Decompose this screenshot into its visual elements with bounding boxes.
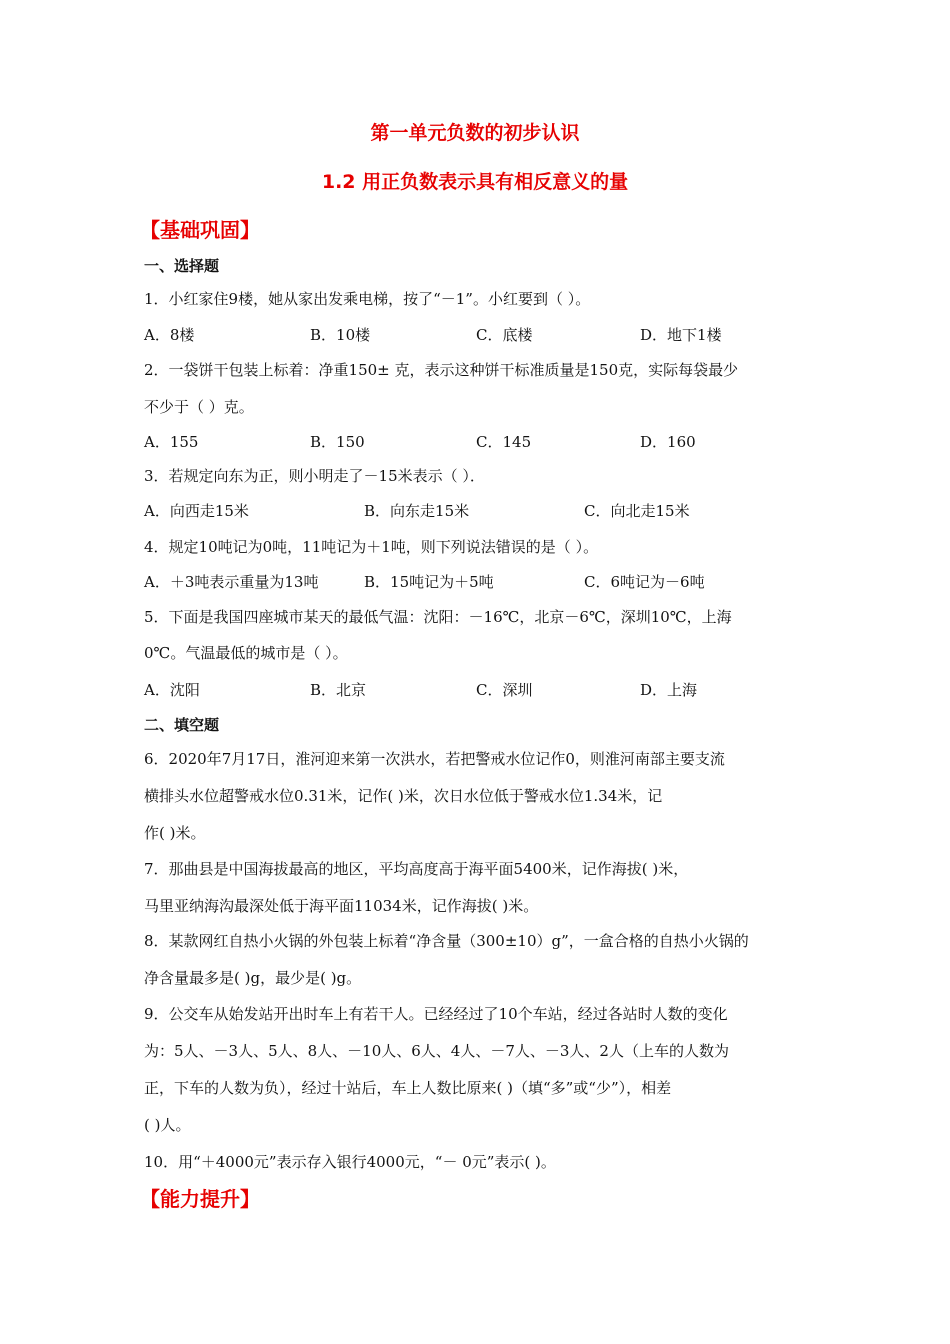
question-6-line-2: 横排头水位超警戒水位0.31米，记作( )米，次日水位低于警戒水位1.34米，记 bbox=[144, 787, 663, 805]
fill-blank-part-heading: 二、填空题 bbox=[144, 716, 220, 734]
question-5-line-1: 5．下面是我国四座城市某天的最低气温：沈阳：－16℃，北京－6℃，深圳10℃，上海 bbox=[144, 608, 732, 626]
section-advanced-heading: 【能力提升】 bbox=[140, 1187, 260, 1211]
section-basic-heading: 【基础巩固】 bbox=[140, 218, 260, 242]
choice-part-heading: 一、选择题 bbox=[144, 257, 220, 275]
q3-option-b: B．向东走15米 bbox=[364, 502, 470, 520]
question-9-line-3: 正，下车的人数为负），经过十站后，车上人数比原来( )（填“多”或“少”），相差 bbox=[144, 1079, 672, 1097]
question-7-line-2: 马里亚纳海沟最深处低于海平面11034米，记作海拔( )米。 bbox=[144, 897, 539, 915]
q5-option-a: A．沈阳 bbox=[144, 681, 200, 699]
q4-option-b: B．15吨记为＋5吨 bbox=[364, 573, 494, 591]
question-1: 1．小红家住9楼，她从家出发乘电梯，按了“－1”。小红要到（ ）。 bbox=[144, 290, 591, 308]
question-9-line-2: 为：5人、－3人、5人、8人、－10人、6人、4人、－7人、－3人、2人（上车的人数为 bbox=[144, 1042, 729, 1060]
question-6-line-1: 6．2020年7月17日，淮河迎来第一次洪水，若把警戒水位记作0，则淮河南部主要支流 bbox=[144, 750, 725, 768]
q4-option-a: A．＋3吨表示重量为13吨 bbox=[144, 573, 319, 591]
question-4: 4．规定10吨记为0吨，11吨记为＋1吨，则下列说法错误的是（ ）。 bbox=[144, 538, 599, 556]
question-8-line-2: 净含量最多是( )g，最少是( )g。 bbox=[144, 969, 362, 987]
q2-option-d: D．160 bbox=[640, 433, 696, 451]
document-subtitle: 1.2 用正负数表示具有相反意义的量 bbox=[321, 171, 629, 193]
question-7-line-1: 7．那曲县是中国海拔最高的地区，平均高度高于海平面5400米，记作海拔( )米， bbox=[144, 860, 689, 878]
question-9-line-1: 9．公交车从始发站开出时车上有若干人。已经经过了10个车站，经过各站时人数的变化 bbox=[144, 1005, 728, 1023]
q4-option-c: C．6吨记为－6吨 bbox=[584, 573, 705, 591]
question-8-line-1: 8．某款网红自热小火锅的外包装上标着“净含量（300±10）g”，一盒合格的自热小火锅的 bbox=[144, 932, 749, 950]
q3-option-a: A．向西走15米 bbox=[144, 502, 249, 520]
q1-option-b: B．10楼 bbox=[310, 326, 371, 344]
q1-option-a: A．8楼 bbox=[144, 326, 195, 344]
question-10: 10．用“＋4000元”表示存入银行4000元，“－ 0元”表示( )。 bbox=[144, 1153, 556, 1171]
q2-option-b: B．150 bbox=[310, 433, 365, 451]
question-6-line-3: 作( )米。 bbox=[144, 824, 206, 842]
q3-option-c: C．向北走15米 bbox=[584, 502, 690, 520]
q2-option-c: C．145 bbox=[476, 433, 532, 451]
question-2-line-2: 不少于（ ）克。 bbox=[144, 398, 254, 416]
question-2-line-1: 2．一袋饼干包装上标着：净重150± 克，表示这种饼干标准质量是150克，实际每袋最少 bbox=[144, 361, 739, 379]
q2-option-a: A．155 bbox=[144, 433, 199, 451]
question-5-line-2: 0℃。气温最低的城市是（ ）。 bbox=[144, 644, 348, 662]
q5-option-c: C．深圳 bbox=[476, 681, 533, 699]
question-9-line-4: ( )人。 bbox=[144, 1116, 191, 1134]
q1-option-d: D．地下1楼 bbox=[640, 326, 722, 344]
q5-option-d: D．上海 bbox=[640, 681, 698, 699]
question-3: 3．若规定向东为正，则小明走了－15米表示（ ）． bbox=[144, 467, 485, 485]
q1-option-c: C．底楼 bbox=[476, 326, 533, 344]
document-title: 第一单元负数的初步认识 bbox=[370, 122, 580, 144]
q5-option-b: B．北京 bbox=[310, 681, 367, 699]
